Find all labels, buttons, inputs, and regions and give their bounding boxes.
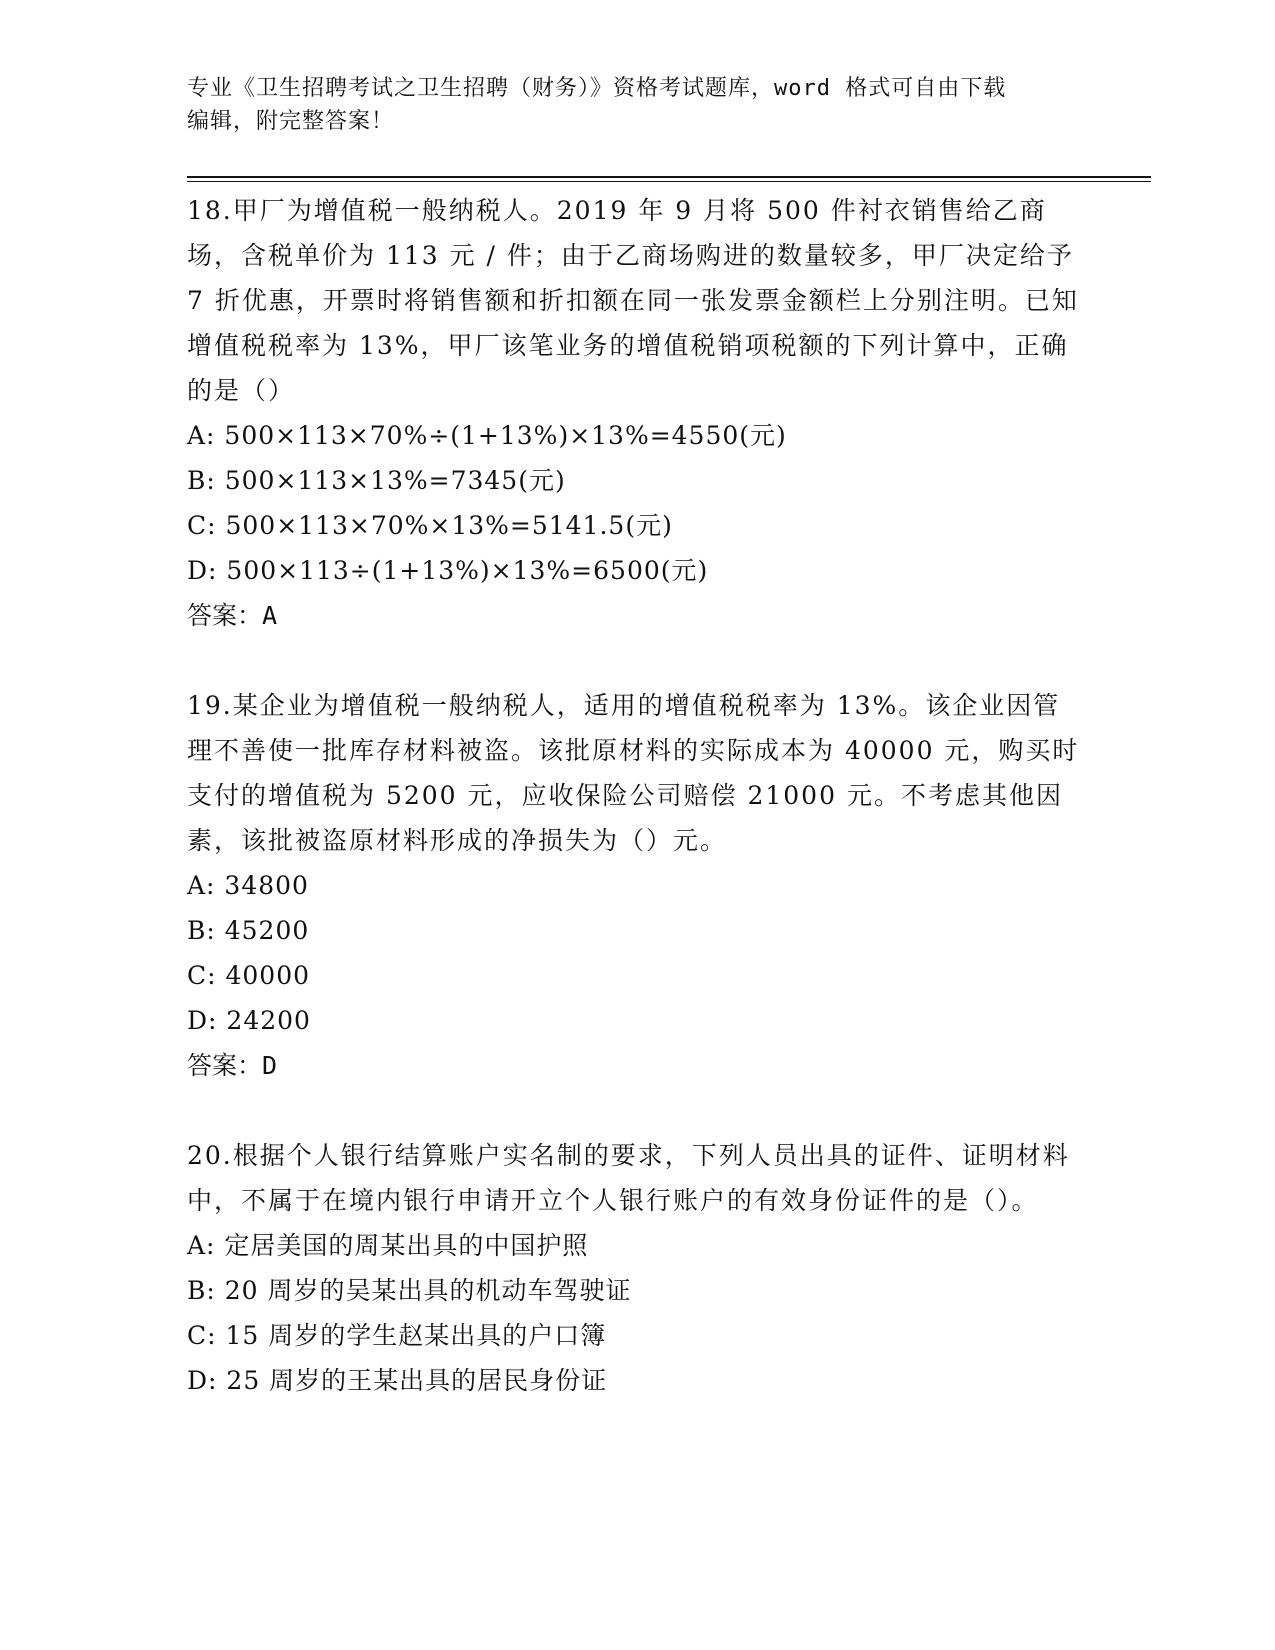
- answer-label: 答案：A: [187, 601, 278, 630]
- option-d: D: 25 周岁的王某出具的居民身份证: [187, 1366, 608, 1395]
- header-line-2: 编辑，附完整答案！: [187, 109, 395, 134]
- question-spacer: [187, 1088, 1087, 1133]
- option-b: B: 45200: [187, 916, 310, 945]
- question-text: 20.根据个人银行结算账户实名制的要求，下列人员出具的证件、证明材料中，不属于在境内银行申请开立个人银行账户的有效身份证件的是（）。: [187, 1141, 1070, 1215]
- question-19: [187, 683, 1087, 1088]
- option-b: B: 20 周岁的吴某出具的机动车驾驶证: [187, 1276, 632, 1305]
- option-b: B: 500×113×13%=7345(元): [187, 466, 566, 495]
- option-d: D: 24200: [187, 1006, 311, 1035]
- answer-label: 答案：D: [187, 1051, 278, 1080]
- option-list: [187, 863, 1087, 1043]
- option-d: D: 500×113÷(1+13%)×13%=6500(元): [187, 556, 709, 585]
- header-rule-thick: [187, 176, 1151, 178]
- question-text: 19.某企业为增值税一般纳税人，适用的增值税税率为 13%。该企业因管理不善使一批库存材料被盗。该批原材料的实际成本为 40000 元，购买时支付的增值税为 5200 元，应收保险公司赔偿 21000 元。不考虑其他因素，该批被盗原材料形成的净损失为（）元。: [187, 691, 1080, 855]
- option-a: A: 定居美国的周某出具的中国护照: [187, 1231, 589, 1260]
- question-list: [187, 188, 1087, 1403]
- option-c: C: 500×113×70%×13%=5141.5(元): [187, 511, 673, 540]
- question-20: [187, 1133, 1087, 1403]
- option-a: A: 500×113×70%÷(1+13%)×13%=4550(元): [187, 421, 787, 450]
- header-rule-thin: [187, 181, 1151, 182]
- option-c: C: 15 周岁的学生赵某出具的户口簿: [187, 1321, 607, 1350]
- option-list: [187, 413, 1087, 593]
- document-header: [187, 72, 1087, 138]
- question-text: 18.甲厂为增值税一般纳税人。2019 年 9 月将 500 件衬衣销售给乙商场，含税单价为 113 元 / 件；由于乙商场购进的数量较多，甲厂决定给予 7 折优惠，开票时将销售额和折扣额在同一张发票金额栏上分别注明。已知增值税税率为 13%，甲厂该笔业务的增值税销项税额的下列计算中，正确的是（）: [187, 196, 1079, 405]
- option-list: [187, 1223, 1087, 1403]
- header-line-1: 专业《卫生招聘考试之卫生招聘（财务）》资格考试题库，word 格式可自由下载: [187, 76, 1007, 101]
- question-spacer: [187, 638, 1087, 683]
- option-c: C: 40000: [187, 961, 311, 990]
- option-a: A: 34800: [187, 871, 309, 900]
- question-18: [187, 188, 1087, 638]
